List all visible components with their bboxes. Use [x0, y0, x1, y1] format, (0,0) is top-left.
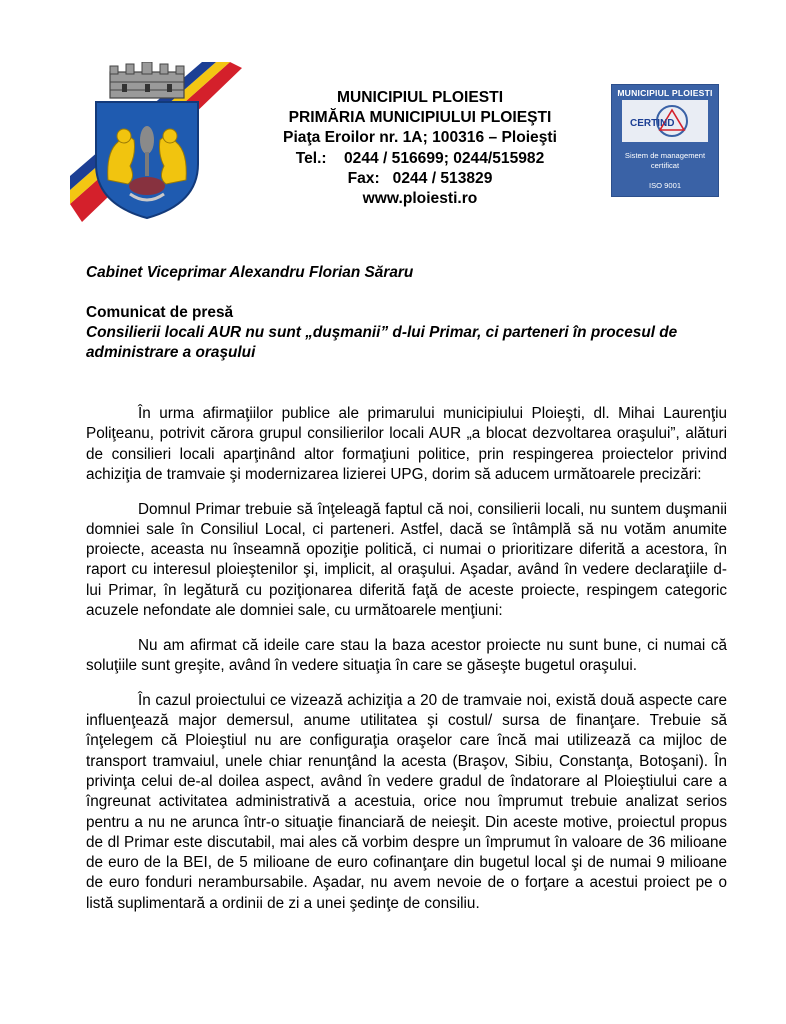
- badge-line-1: Sistem de management: [624, 151, 706, 160]
- telephone: [250, 149, 590, 169]
- city-hall-name: PRIMĂRIA MUNICIPIULUI PLOIEŞTI: [288, 109, 552, 127]
- telephone-label: Tel.:: [295, 149, 327, 167]
- letterhead: [250, 88, 590, 209]
- fax-label: Fax:: [347, 169, 380, 187]
- cabinet-line: Cabinet Viceprimar Alexandru Florian Săraru: [86, 264, 414, 281]
- certind-logo: [622, 100, 708, 142]
- fax-value: 0244 / 513829: [392, 169, 493, 187]
- municipality-name: MUNICIPIUL PLOIESTI: [336, 89, 504, 106]
- website: www.ploiesti.ro: [362, 190, 478, 208]
- badge-title: MUNICIPIUL PLOIESTI: [617, 88, 713, 98]
- telephone-value: 0244 / 516699; 0244/515982: [343, 149, 545, 167]
- badge-line-2: certificat: [650, 161, 680, 170]
- paragraph: În urma afirmaţiilor publice ale primarului municipiului Ploieşti, dl. Mihai Laurenţiu Poliţeanu, potrivit cărora grupul consilierilor locali AUR „a blocat dezvoltarea oraşului”, alături de consilieri locali aparţinând altor formaţiuni politice, prin respingerea proiectelor privind achiziţia de tramvaie şi modernizarea lizierei UPG, dorim să aducem următoarele precizări:: [86, 405, 727, 483]
- iso-certification-badge: [611, 84, 719, 197]
- badge-line-3: ISO 9001: [648, 181, 682, 190]
- press-release-label: Comunicat de presă: [86, 304, 234, 321]
- address: Piaţa Eroilor nr. 1A; 100316 – Ploieşti: [283, 129, 557, 147]
- ploiesti-coat-of-arms: [70, 62, 242, 222]
- paragraph: Nu am afirmat că ideile care stau la baza acestor proiecte nu sunt bune, ci numai că soluţiile sunt greşite, având în vedere situaţia în care se găseşte bugetul oraşului.: [86, 636, 727, 675]
- paragraph: În cazul proiectului ce vizează achiziţia a 20 de tramvaie noi, există două aspecte care influenţează major demersul, anume utilitatea şi costul/ sursa de finanţare. Trebuie să înţelegem că Ploieştiul nu are configuraţia oraşelor care încă mai utilizează ca mijloc de transport tramvaiul, unele chiar renunţând la acesta (Braşov, Sibiu, Constanţa, Botoşani). În privinţa celui de-al doilea aspect, având în vedere gradul de îndatorare al Ploieştiului care a îngreunat activitatea administrativă a acestuia, orice nou împrumut trebuie analizat serios pentru a nu ne arunca într-o situaţie financiară de neieşit. Din aceste motive, proiectul propus de dl Primar este discutabil, mai ales că vorbim despre un împrumut în valoare de 36 milioane de euro de la BEI, de 5 milioane de euro cofinanţare din bugetul local şi de numai 9 milioane de euro fonduri nerambursabile. Aşadar, nu avem nevoie de o forţare a acestui proiect pe o listă suplimentară a ordinii de zi a unei şedinţe de consiliu.: [86, 691, 727, 912]
- body-text: [86, 404, 727, 928]
- paragraph: Domnul Primar trebuie să înţeleagă faptul că noi, consilierii locali, nu suntem duşmanii domniei sale în Consiliul Local, ci parteneri. Astfel, dacă se întâmplă să nu votăm anumite proiecte, aceasta nu înseamnă opoziţie politică, ci numai o prioritizare diferită a acestora, în raport cu interesul ploieştenilor şi, implicit, al oraşului. Aşadar, având în vedere declaraţiile d-lui Primar, în legătură cu poziţionarea diferită faţă de aceste proiecte, respingem categoric acuzele nefondate ale domniei sale, cu următoarele menţiuni:: [86, 500, 727, 620]
- fax: [250, 169, 590, 189]
- headline: Consilierii locali AUR nu sunt „duşmanii” d-lui Primar, ci parteneri în procesul de administrare a oraşului: [86, 324, 678, 361]
- certind-logo-icon: [622, 100, 708, 142]
- certind-logo-text: CERTIND: [630, 118, 675, 129]
